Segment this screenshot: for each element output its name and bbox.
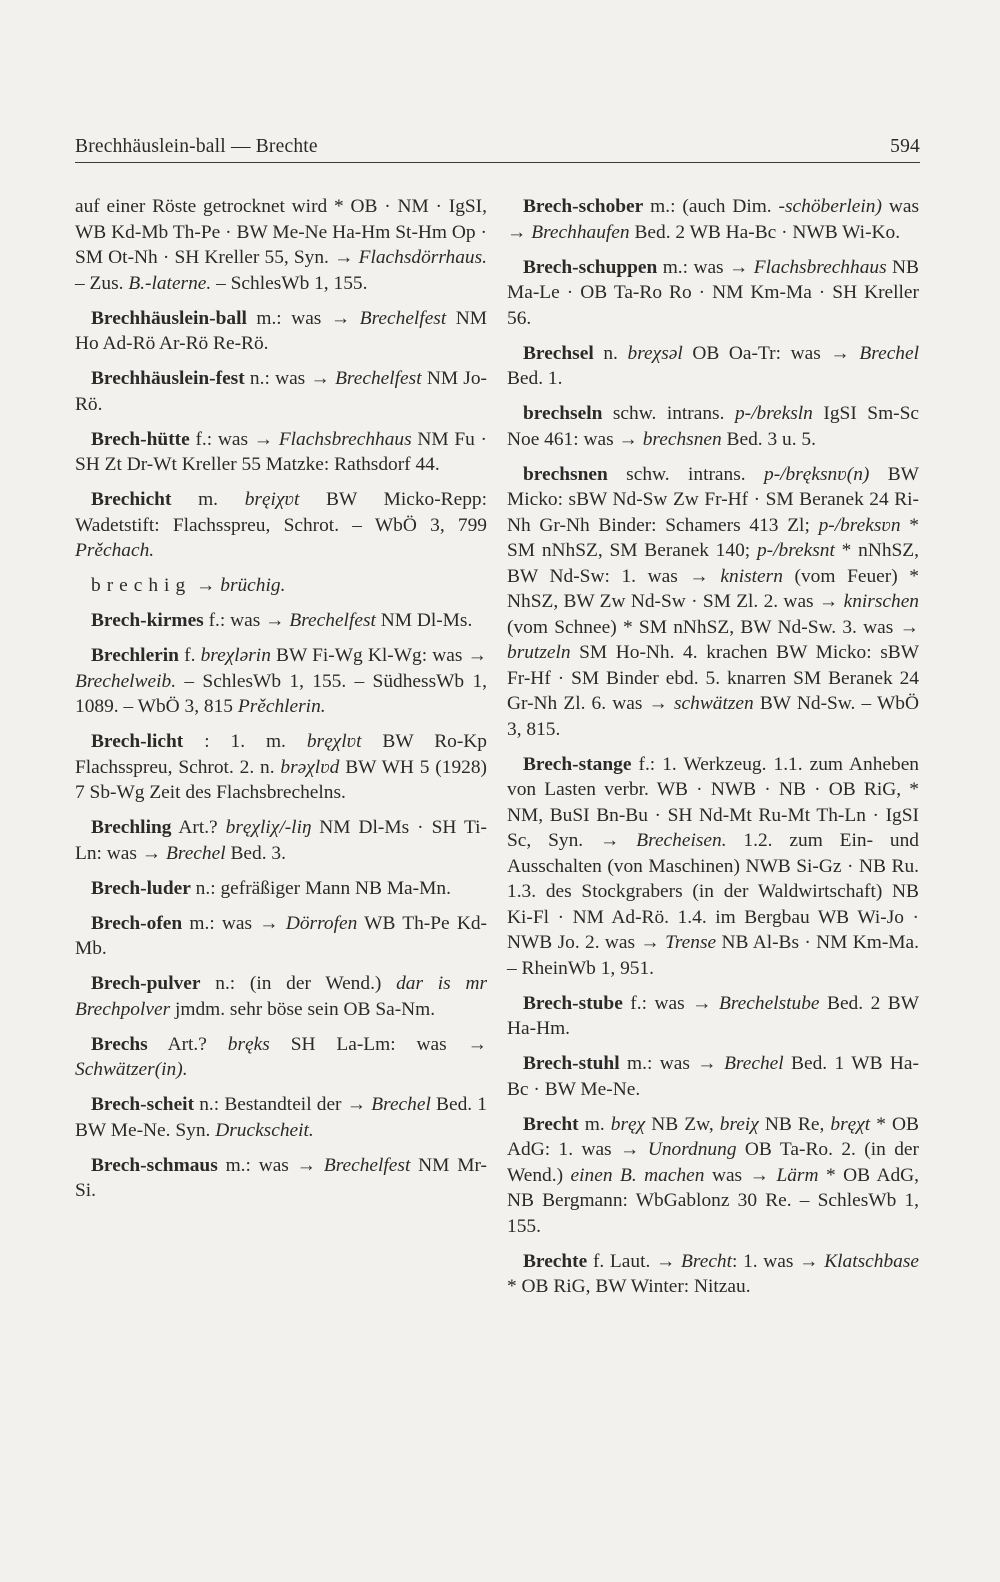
page-number: 594 <box>890 136 920 157</box>
right-column <box>507 194 919 1309</box>
dictionary-entry <box>507 752 919 982</box>
headword: Brech-stuhl <box>523 1053 620 1074</box>
headword: Brech-licht <box>91 731 184 752</box>
dictionary-entry <box>507 1249 919 1300</box>
entry-text: Art.? <box>171 817 226 838</box>
left-column <box>75 194 487 1213</box>
entry-text: Bed. 2 BW Ha-Hm. <box>507 992 919 1039</box>
italic-text: Brechel <box>166 842 226 864</box>
dictionary-entry <box>75 729 487 806</box>
entry-text: NB Zw, <box>645 1113 720 1135</box>
italic-text: Dörrofen <box>285 912 358 934</box>
entry-text: OB Oa-Tr: was → <box>682 342 860 364</box>
entry-text: was → <box>704 1164 777 1186</box>
dictionary-entry <box>75 608 487 634</box>
italic-text: breχlərin <box>200 645 271 666</box>
italic-text: Unordnung <box>647 1139 737 1160</box>
headword: Brech-kirmes <box>91 610 204 631</box>
italic-text: bręχlʋt <box>306 731 362 752</box>
entry-text: NB Ma-Le · OB Ta-Ro Ro · NM Km-Ma · SH Kreller 56. <box>507 256 919 329</box>
page-title: Brechhäuslein-ball — Brechte <box>75 136 318 157</box>
dictionary-entry <box>75 971 487 1022</box>
italic-text: Prěchach. <box>75 540 155 561</box>
entry-text: (vom Feuer) * NhSZ, BW Zw Nd-Sw · SM Zl. 2. was → <box>507 565 920 612</box>
italic-text: Schwätzer(in). <box>75 1059 188 1080</box>
italic-text: Flachsbrechhaus <box>278 428 412 450</box>
italic-text: B.-laterne. <box>128 272 212 294</box>
italic-text: dar is mr Brechpolver <box>75 973 487 1020</box>
entry-text: schw. intrans. <box>607 463 765 485</box>
entry-text: NM Fu · SH Zt Dr-Wt Kreller 55 Matzke: Rathsdorf 44. <box>75 428 487 475</box>
entry-text: n. <box>593 342 628 364</box>
entry-text: m. <box>578 1113 611 1135</box>
headword: Brechling <box>91 817 172 838</box>
running-head <box>75 136 920 158</box>
dictionary-entry <box>507 1112 919 1240</box>
headword: Brechicht <box>91 489 172 510</box>
dictionary-entry <box>75 643 487 720</box>
italic-text: Brechelfest <box>323 1154 411 1176</box>
headword: Brech-schuppen <box>523 256 658 278</box>
italic-text: Flachsbrechhaus <box>753 256 887 278</box>
dictionary-entry <box>507 255 919 332</box>
italic-text: schwätzen <box>674 693 754 714</box>
italic-text: Brechelweib. <box>75 670 177 692</box>
dictionary-entry <box>507 462 919 743</box>
entry-text: m.: was → <box>246 307 360 329</box>
italic-text: brüchig. <box>220 575 286 596</box>
italic-text: breχsəl <box>627 342 683 364</box>
dictionary-entry <box>75 366 487 417</box>
headword: Brecht <box>523 1113 579 1135</box>
headword: Brechhäuslein-fest <box>91 368 245 389</box>
dictionary-entry <box>75 427 487 478</box>
entry-text: BW Micko-Repp: Wadetstift: Flachsspreu, Schrot. – WbÖ 3, 799 <box>75 489 487 536</box>
entry-text: → <box>191 575 221 596</box>
entry-text: WB Th-Pe Kd-Mb. <box>75 912 488 959</box>
dictionary-entry <box>75 487 487 564</box>
entry-text: (vom Schnee) * SM nNhSZ, BW Nd-Sw. 3. was → <box>507 616 919 638</box>
entry-text: NB Al-Bs · NM Km-Ma. – RheinWb 1, 951. <box>507 932 919 979</box>
entry-text: Bed. 2 WB Ha-Bc · NWB Wi-Ko. <box>629 221 901 243</box>
entry-text: * OB AdG: 1. was → <box>507 1113 919 1160</box>
entry-text: n.: gefräßiger Mann NB Ma-Mn. <box>190 877 451 899</box>
headword: Brechte <box>523 1250 588 1272</box>
headword: brechseln <box>523 403 603 424</box>
headword: Brech-schmaus <box>91 1154 218 1176</box>
entry-text: NM Dl-Ms · SH Ti-Ln: was → <box>75 817 487 864</box>
entry-text: 1.2. zum Ein- und Ausschalten (von Maschinen) NWB Si-Gz · NB Ru. 1.3. des Stockgrabers (in der Waldwirtschaft) NB Ki-Fl · NM Ad-Rö. 1.4. im Bergbau WB Wi-Jo · NWB Jo. 2. was → <box>507 830 919 953</box>
entry-text: n.: was → <box>244 368 336 389</box>
italic-text: Brechelfest <box>359 307 447 329</box>
headword: Brech-luder <box>91 877 191 899</box>
headword: brechsnen <box>523 463 608 485</box>
italic-text: brəχlʋd <box>280 756 340 778</box>
entry-text: f.: was → <box>203 610 290 631</box>
italic-text: Lärm <box>776 1164 819 1186</box>
entry-text: m.: (auch Dim. <box>643 196 779 217</box>
italic-text: bręχt <box>830 1113 871 1135</box>
entry-text: NM Mr-Si. <box>75 1154 487 1201</box>
entry-text: auf einer Röste getrocknet wird * OB · NM · IgSI, WB Kd-Mb Th-Pe · BW Me-Ne Ha-Hm St-Hm Op · SM Ot-Nh · SH Kreller 55, Syn. → <box>75 196 487 268</box>
dictionary-entry <box>507 1051 919 1102</box>
entry-text: BW Micko: sBW Nd-Sw Zw Fr-Hf · SM Beranek 24 Ri-Nh Gr-Nh Binder: Schamers 413 Zl; <box>507 463 919 536</box>
entry-text: – SchlesWb 1, 155. <box>211 272 368 294</box>
entry-text: Bed. 1 WB Ha-Bc · BW Me-Ne. <box>507 1053 919 1100</box>
entry-text: Bed. 3 u. 5. <box>721 428 816 450</box>
italic-text: p-/breksnt <box>756 540 835 561</box>
entry-text: : 1. was → <box>732 1250 825 1272</box>
entry-text: * nNhSZ, BW Nd-Sw: 1. was → <box>507 540 920 587</box>
italic-text: Brecht <box>681 1250 733 1272</box>
italic-text: bręiχʋt <box>244 489 300 510</box>
italic-text: Brechhaufen <box>531 221 630 243</box>
entry-text: – SchlesWb 1, 155. – SüdhessWb 1, 1089. – WbÖ 3, 815 <box>75 670 487 717</box>
entry-text: m. <box>171 489 245 510</box>
headword: Brech-ofen <box>91 912 183 934</box>
entry-text: NM Jo-Rö. <box>75 368 487 415</box>
headword: Brechs <box>91 1033 148 1055</box>
italic-text: Brechelfest <box>335 368 422 389</box>
italic-text: Brechel <box>859 342 919 364</box>
headword: Brech-stube <box>523 992 623 1014</box>
entry-text: n.: (in der Wend.) <box>200 973 397 994</box>
headword-spaced: brechig <box>91 575 192 596</box>
entry-text: * OB AdG, NB Bergmann: WbGablonz 30 Re. – SchlesWb 1, 155. <box>507 1164 919 1237</box>
italic-text: Brecheisen. <box>636 830 727 851</box>
dictionary-entry <box>507 401 919 452</box>
entry-text: Bed. 1 BW Me-Ne. Syn. <box>75 1094 487 1141</box>
italic-text: knistern <box>720 565 783 587</box>
italic-text: brechsnen <box>642 428 722 450</box>
italic-text: Brechel <box>724 1053 784 1074</box>
entry-text: – Zus. <box>75 272 129 294</box>
entry-text: SM Ho-Nh. 4. krachen BW Micko: sBW Fr-Hf · SM Binder ebd. 5. knarren SM Beranek 24 Gr-Nh Zl. 6. was → <box>507 642 919 714</box>
italic-text: p-/breksln <box>734 403 813 424</box>
entry-text: f.: 1. Werkzeug. 1.1. zum Anheben von Lasten verbr. WB · NWB · NB · OB RiG, * NM, BuSI Bn-Bu · SH Nd-Mt Ru-Mt Th-Ln · IgSI Sc, Syn. → <box>507 753 919 851</box>
italic-text: bręks <box>227 1033 270 1055</box>
entry-text: n.: Bestandteil der → <box>194 1094 372 1115</box>
entry-text: BW Nd-Sw. – WbÖ 3, 815. <box>507 693 919 740</box>
entry-text: NM Dl-Ms. <box>375 610 473 631</box>
headword: Brech-hütte <box>91 428 190 450</box>
italic-text: -schöberlein) <box>778 196 882 217</box>
italic-text: bręχliχ/-liŋ <box>225 817 312 838</box>
headword: Brechlerin <box>91 645 179 666</box>
dictionary-entry <box>75 876 487 902</box>
dictionary-entry <box>507 991 919 1042</box>
dictionary-entry <box>75 573 487 599</box>
dictionary-entry <box>75 306 487 357</box>
entry-text: m.: was → <box>217 1154 324 1176</box>
italic-text: Klatschbase <box>824 1250 919 1272</box>
italic-text: einen B. machen <box>570 1164 705 1186</box>
entry-text: BW WH 5 (1928) 7 Sb-Wg Zeit des Flachsbrechelns. <box>75 756 487 803</box>
dictionary-entry <box>75 1032 487 1083</box>
headword: Brech-schober <box>523 196 644 217</box>
italic-text: p-/breksʋn <box>818 514 901 536</box>
entry-text: m.: was → <box>182 912 286 934</box>
italic-text: brutzeln <box>507 642 571 663</box>
entry-text: m.: was → <box>657 256 754 278</box>
entry-text: * SM nNhSZ, SM Beranek 140; <box>507 514 920 561</box>
dictionary-entry <box>507 341 919 392</box>
header-rule <box>75 162 920 163</box>
entry-text: OB Ta-Ro. 2. (in der Wend.) <box>507 1139 919 1186</box>
dictionary-entry <box>75 1153 487 1204</box>
entry-text: Bed. 3. <box>225 842 286 864</box>
headword: Brech-pulver <box>91 973 201 994</box>
italic-text: Brechelstube <box>719 992 820 1014</box>
entry-text: NB Re, <box>758 1113 831 1135</box>
italic-text: bręχ <box>610 1113 646 1135</box>
entry-text: SH La-Lm: was → <box>269 1033 487 1055</box>
entry-text: BW Fi-Wg Kl-Wg: was → <box>270 645 487 666</box>
italic-text: knirschen <box>843 591 919 612</box>
headword: Brech-scheit <box>91 1094 195 1115</box>
entry-text: f.: was → <box>189 428 279 450</box>
italic-text: Brechelfest <box>289 610 376 631</box>
headword: Brechsel <box>523 342 594 364</box>
entry-text: * OB RiG, BW Winter: Nitzau. <box>507 1276 751 1297</box>
entry-text: f. Laut. → <box>587 1250 682 1272</box>
entry-text: Bed. 1. <box>507 368 563 389</box>
entry-text: Art.? <box>147 1033 228 1055</box>
italic-text: Flachsdörrhaus. <box>358 247 487 268</box>
entry-text: f. <box>178 645 201 666</box>
entry-text: jmdm. sehr böse sein OB Sa-Nm. <box>170 998 436 1020</box>
italic-text: Druckscheit. <box>215 1119 314 1141</box>
dictionary-entry <box>75 911 487 962</box>
italic-text: p-/bręksnʋ(n) <box>764 463 870 485</box>
italic-text: Trense <box>665 932 717 953</box>
headword: Brech-stange <box>523 753 632 775</box>
headword: Brechhäuslein-ball <box>91 307 247 329</box>
italic-text: Prěchlerin. <box>237 696 326 717</box>
entry-text: was → <box>507 196 919 243</box>
entry-text: BW Ro-Kp Flachsspreu, Schrot. 2. n. <box>75 731 487 778</box>
dictionary-entry <box>75 1092 487 1143</box>
italic-text: Brechel <box>371 1094 431 1115</box>
entry-text: : 1. m. <box>183 731 307 752</box>
italic-text: breiχ <box>719 1113 759 1135</box>
entry-text: f.: was → <box>622 992 720 1014</box>
entry-text: NM Ho Ad-Rö Ar-Rö Re-Rö. <box>75 307 487 354</box>
dictionary-entry <box>507 194 919 245</box>
dictionary-entry <box>75 815 487 866</box>
entry-text: m.: was → <box>619 1053 725 1074</box>
dictionary-entry <box>75 194 487 296</box>
entry-text: schw. intrans. <box>602 403 735 424</box>
entry-text: IgSI Sm-Sc Noe 461: was → <box>507 403 919 450</box>
